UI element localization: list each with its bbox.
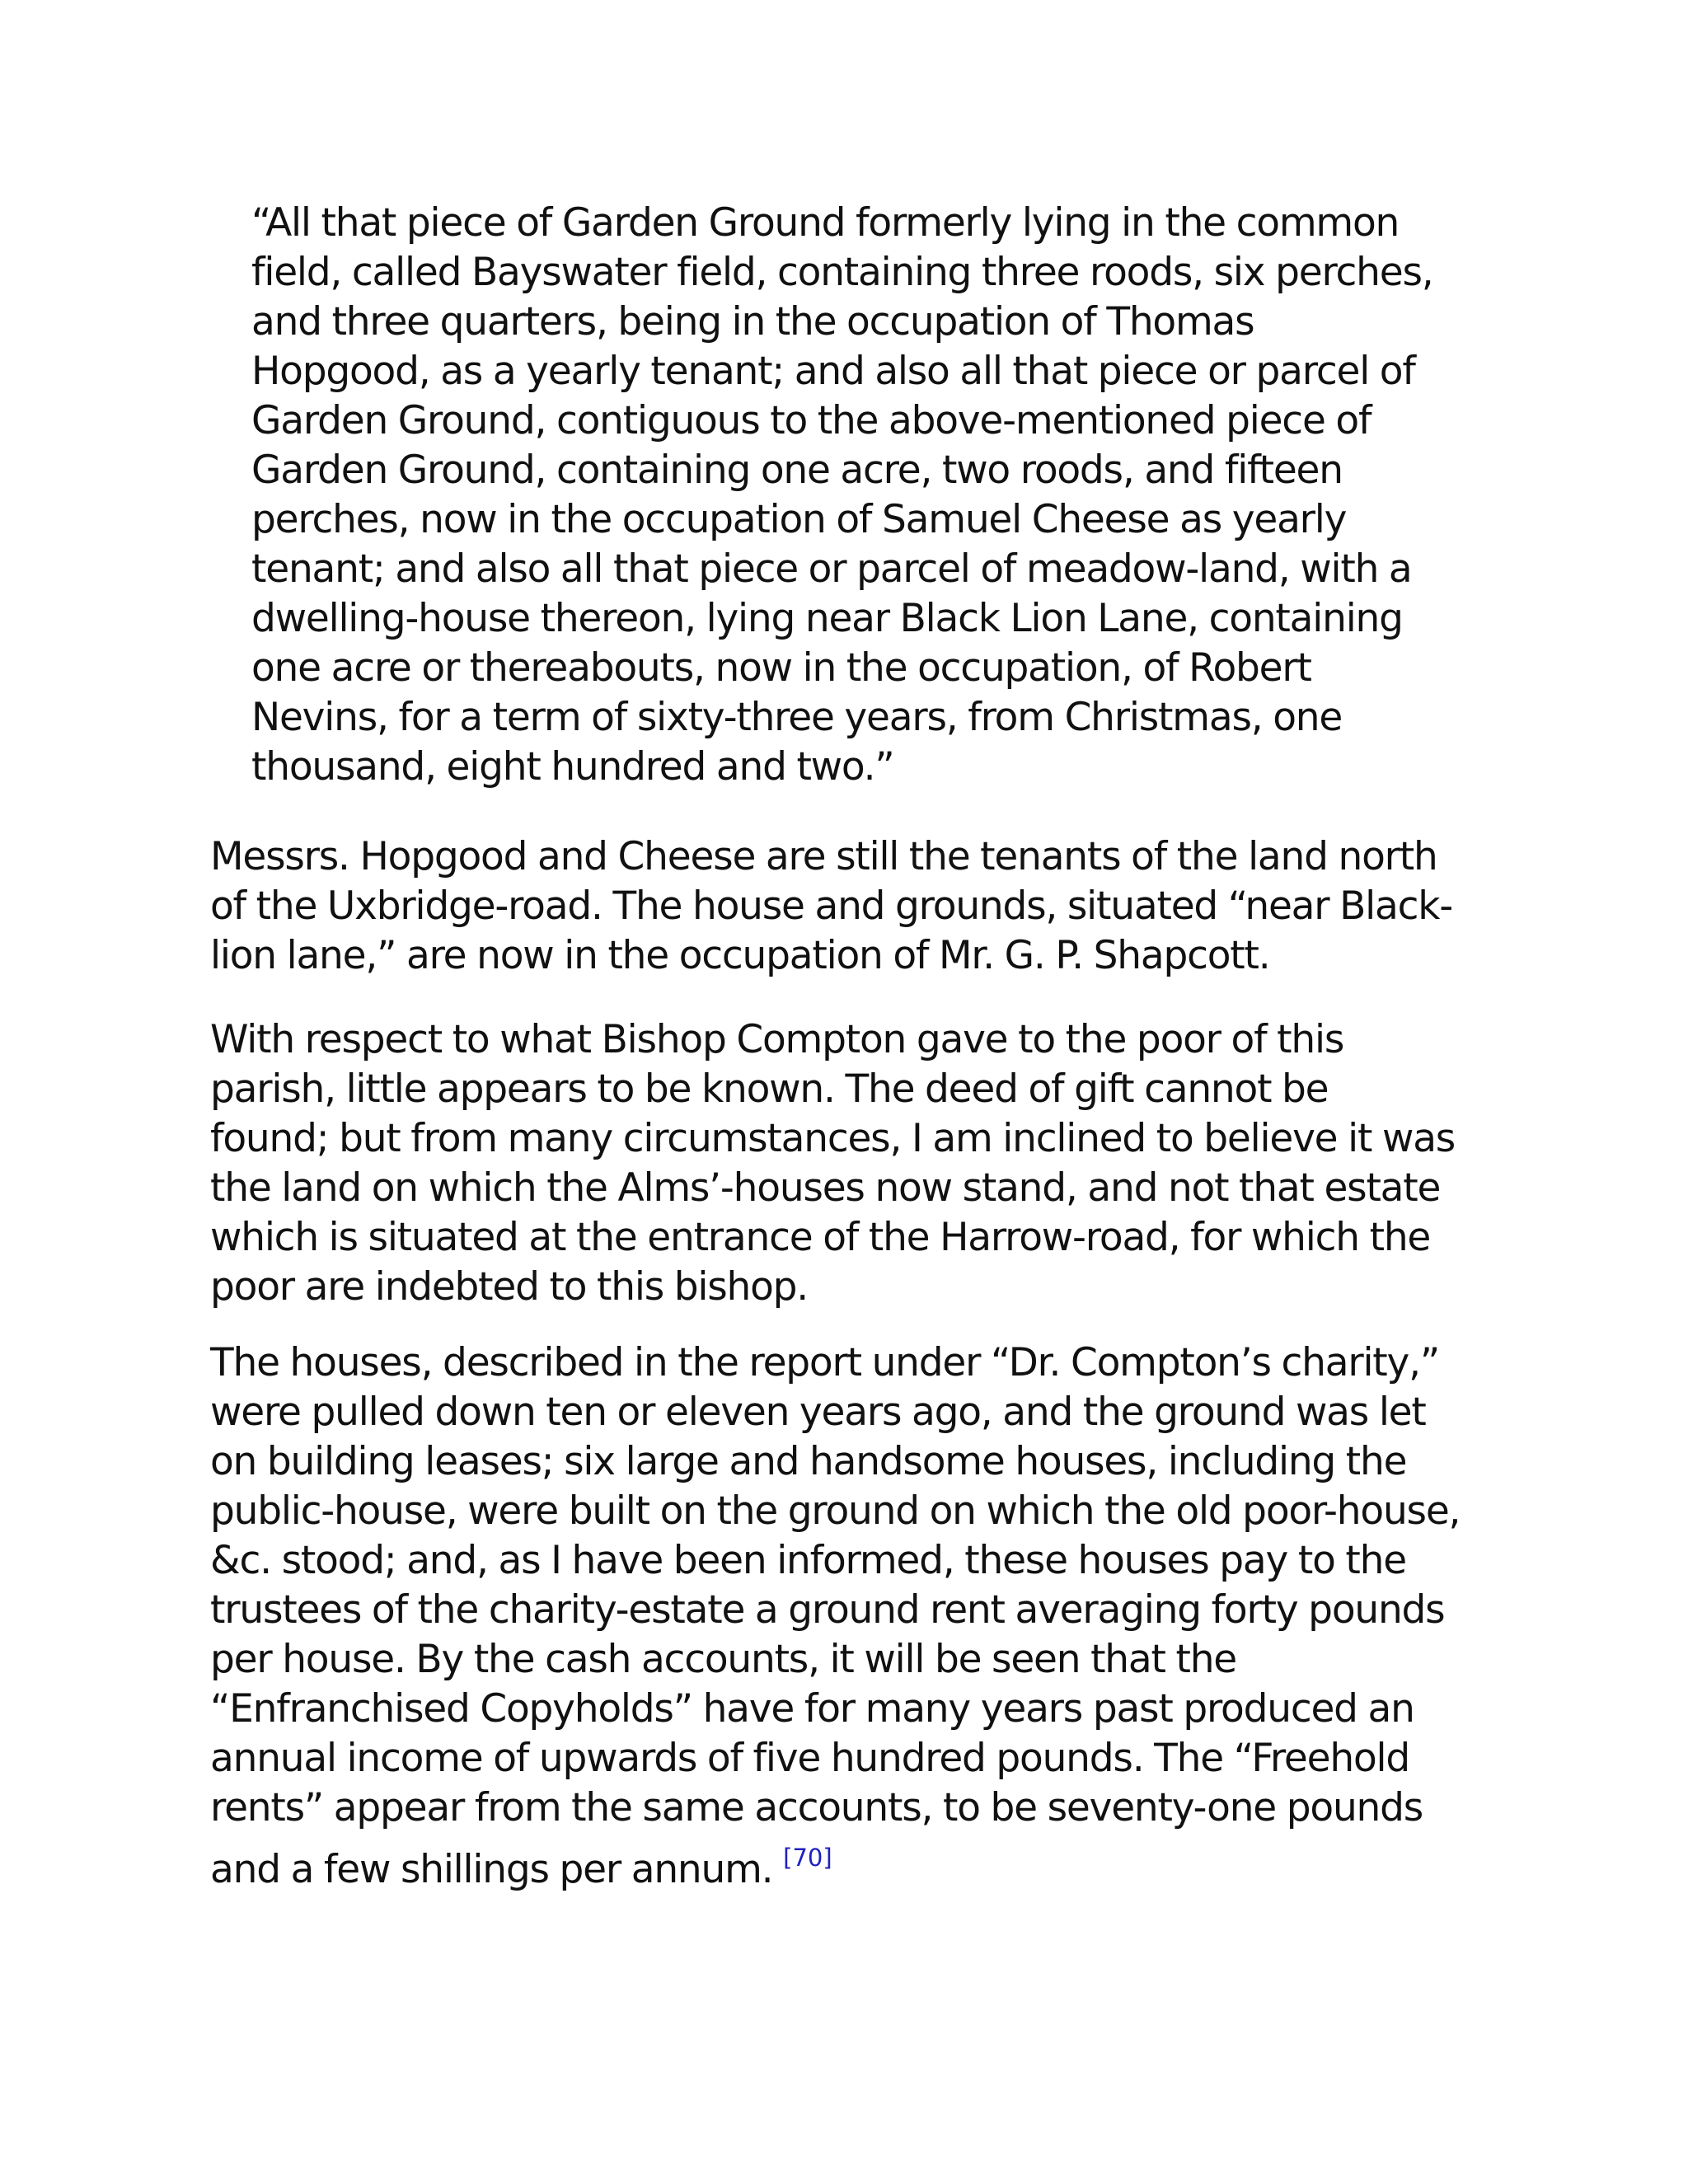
- quote-line: perches, now in the occupation of Samuel Cheese as yearly: [251, 497, 1347, 542]
- block-quote: [251, 199, 1433, 792]
- quote-line: dwelling-house thereon, lying near Black Lion Lane, containing: [251, 596, 1403, 641]
- paragraph-line: trustees of the charity-estate a ground rent averaging forty pounds: [210, 1587, 1445, 1633]
- footnote-link[interactable]: [70]: [783, 1844, 832, 1872]
- paragraph-line: lion lane,” are now in the occupation of Mr. G. P. Shapcott.: [210, 933, 1270, 978]
- quote-line: one acre or thereabouts, now in the occupation, of Robert: [251, 645, 1311, 691]
- paragraph-houses: [210, 1338, 1461, 1892]
- paragraph-line: The houses, described in the report under “Dr. Compton’s charity,”: [210, 1340, 1440, 1385]
- paragraph-line: Messrs. Hopgood and Cheese are still the tenants of the land north: [210, 834, 1437, 879]
- paragraph-line-text: and a few shillings per annum.: [210, 1847, 773, 1892]
- paragraph-tenants: [210, 832, 1452, 981]
- paragraph-line: which is situated at the entrance of the Harrow-road, for which the: [210, 1215, 1431, 1260]
- paragraph-line: the land on which the Alms’-houses now stand, and not that estate: [210, 1165, 1441, 1211]
- paragraph-line: poor are indebted to this bishop.: [210, 1264, 809, 1310]
- paragraph-line: “Enfranchised Copyholds” have for many years past produced an: [210, 1686, 1414, 1732]
- quote-line: “All that piece of Garden Ground formerly lying in the common: [251, 200, 1400, 246]
- paragraph-line: parish, little appears to be known. The deed of gift cannot be: [210, 1066, 1329, 1112]
- quote-line: and three quarters, being in the occupation of Thomas: [251, 299, 1254, 344]
- quote-line: tenant; and also all that piece or parcel of meadow-land, with a: [251, 546, 1412, 592]
- paragraph-line: &c. stood; and, as I have been informed, these houses pay to the: [210, 1538, 1406, 1583]
- paragraph-line: were pulled down ten or eleven years ago, and the ground was let: [210, 1390, 1426, 1435]
- paragraph-line: found; but from many circumstances, I am inclined to believe it was: [210, 1116, 1456, 1161]
- paragraph-line: per house. By the cash accounts, it will be seen that the: [210, 1637, 1236, 1682]
- quote-line: field, called Bayswater field, containing three roods, six perches,: [251, 250, 1433, 295]
- quote-line: thousand, eight hundred and two.”: [251, 744, 894, 790]
- paragraph-line: rents” appear from the same accounts, to be seventy-one pounds: [210, 1785, 1423, 1830]
- paragraph-last-line: [210, 1833, 1460, 1892]
- paragraph-line: public-house, were built on the ground on which the old poor-house,: [210, 1488, 1461, 1534]
- quote-line: Garden Ground, containing one acre, two roods, and fifteen: [251, 448, 1343, 493]
- quote-line: Hopgood, as a yearly tenant; and also all that piece or parcel of: [251, 349, 1415, 394]
- quote-line: Nevins, for a term of sixty-three years, from Christmas, one: [251, 695, 1343, 740]
- paragraph-line: on building leases; six large and handsome houses, including the: [210, 1439, 1407, 1484]
- paragraph-line: of the Uxbridge-road. The house and grounds, situated “near Black-: [210, 883, 1453, 929]
- quote-line: Garden Ground, contiguous to the above-mentioned piece of: [251, 398, 1372, 443]
- paragraph-line: With respect to what Bishop Compton gave to the poor of this: [210, 1017, 1344, 1062]
- paragraph-line: annual income of upwards of five hundred pounds. The “Freehold: [210, 1736, 1410, 1781]
- paragraph-bishop-compton: [210, 1015, 1455, 1312]
